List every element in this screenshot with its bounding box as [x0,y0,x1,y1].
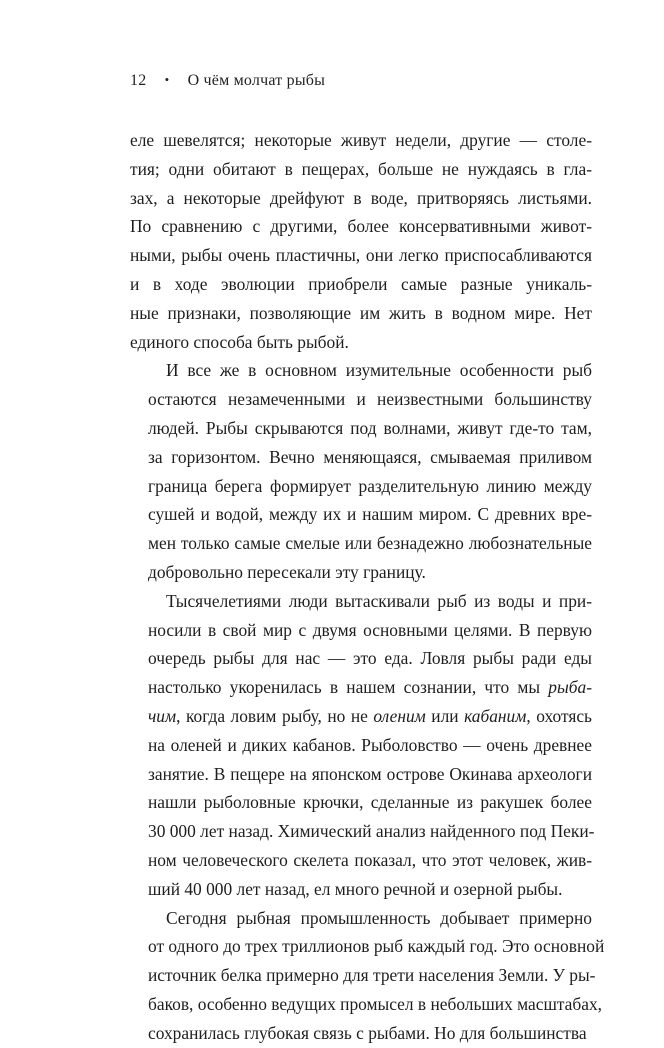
text-run: настолько укоренилась в нашем сознании, что мы [148,677,549,698]
text-line [130,241,592,270]
text-run: от одного до трех триллионов рыб каждый год. Это основной [148,936,605,957]
text-line [130,644,592,673]
text-run: носили в свой мир с двумя основными целями. В первую [148,619,592,640]
italic-word: кабаним [464,705,527,726]
text-line [130,817,595,846]
text-line [130,270,592,299]
text-run: Тысячелетиями люди вытаскивали рыб из воды и при- [166,590,592,611]
text-line [130,385,592,414]
paragraph [130,904,605,1048]
italic-word: оленим [373,705,426,726]
text-line [130,904,592,933]
text-line [130,702,592,731]
text-line [130,760,592,789]
text-line [130,616,592,645]
text-run: за горизонтом. Вечно меняющаяся, смываемая приливом [148,446,592,467]
book-title: О чём молчат рыбы [187,72,326,89]
paragraph [130,126,592,356]
text-run: людей. Рыбы скрываются под волнами, живут где-то там, [148,417,592,438]
text-run: 30 000 лет назад. Химический анализ найденного под Пеки- [148,821,595,842]
text-run: тия; одни обитают в пещерах, больше не нуждаясь в гла- [130,158,592,179]
text-line [130,414,592,443]
text-run: очередь рыбы для нас — это еда. Ловля рыбы ради еды [148,648,592,669]
page-number: 12 [130,72,147,89]
text-line [130,731,592,760]
paragraph [130,587,595,904]
text-run: По сравнению с другими, более консервативными живот- [130,216,592,237]
text-line [130,788,592,817]
text-run: , охотясь [526,705,592,726]
text-run: источник белка примерно для трети населения Земли. У ры- [148,965,596,986]
text-run: ными, рыбы очень пластичны, они легко приспосабливаются [130,245,592,266]
text-line [130,961,596,990]
text-line [130,846,592,875]
text-line [130,558,592,587]
text-line [130,500,592,529]
text-run: , когда ловим рыбу, но не [176,705,374,726]
text-line [130,990,602,1019]
body-text [130,126,605,1048]
text-run: единого способа быть рыбой. [130,331,349,352]
italic-word: чим [148,705,177,726]
text-run: и в ходе эволюции приобрели самые разные уникаль- [130,273,592,294]
text-line [130,356,592,385]
text-line [130,443,592,472]
text-line [130,875,592,904]
paragraph [130,356,592,586]
text-run: мен только самые смелые или безнадежно любознательные [148,533,592,554]
text-run: на оленей и диких кабанов. Рыболовство — очень древнее [148,734,592,755]
text-run: И все же в основном изумительные особенности рыб [166,360,592,381]
text-line [130,472,592,501]
text-line [130,184,592,213]
text-line [130,587,592,616]
text-run: ные признаки, позволяющие им жить в водном мире. Нет [130,302,592,323]
text-line [130,1019,592,1048]
text-line [130,932,605,961]
text-line [130,126,592,155]
text-run: сохранилась глубокая связь с рыбами. Но для большинства [148,1022,587,1043]
text-run: занятие. В пещере на японском острове Окинава археологи [148,763,592,784]
running-head [130,72,325,90]
bullet-separator: • [164,72,170,87]
text-run: зах, а некоторые дрейфуют в воде, притворяясь листьями. [130,187,592,208]
text-run: Сегодня рыбная промышленность добывает примерно [166,907,592,928]
text-run: остаются незамеченными и неизвестными большинству [148,389,592,410]
text-line [130,299,592,328]
text-line [130,529,592,558]
text-line [130,212,592,241]
text-run: или [425,705,465,726]
text-run: баков, особенно ведущих промысел в небольших масштабах, [148,993,602,1014]
text-run: граница берега формирует разделительную линию между [148,475,592,496]
text-run: сушей и водой, между их и нашим миром. С древних вре- [148,504,592,525]
text-line [130,328,592,357]
text-run: добровольно пересекали эту границу. [148,561,426,582]
text-line [130,673,592,702]
text-run: нашли рыболовные крючки, сделанные из ракушек более [148,792,592,813]
text-line [130,155,592,184]
text-run: еле шевелятся; некоторые живут недели, другие — столе- [130,130,592,150]
text-run: ном человеческого скелета показал, что этот человек, жив- [148,849,592,870]
text-run: ший 40 000 лет назад, ел много речной и озерной рыбы. [148,878,563,899]
italic-word: рыба- [548,677,592,698]
